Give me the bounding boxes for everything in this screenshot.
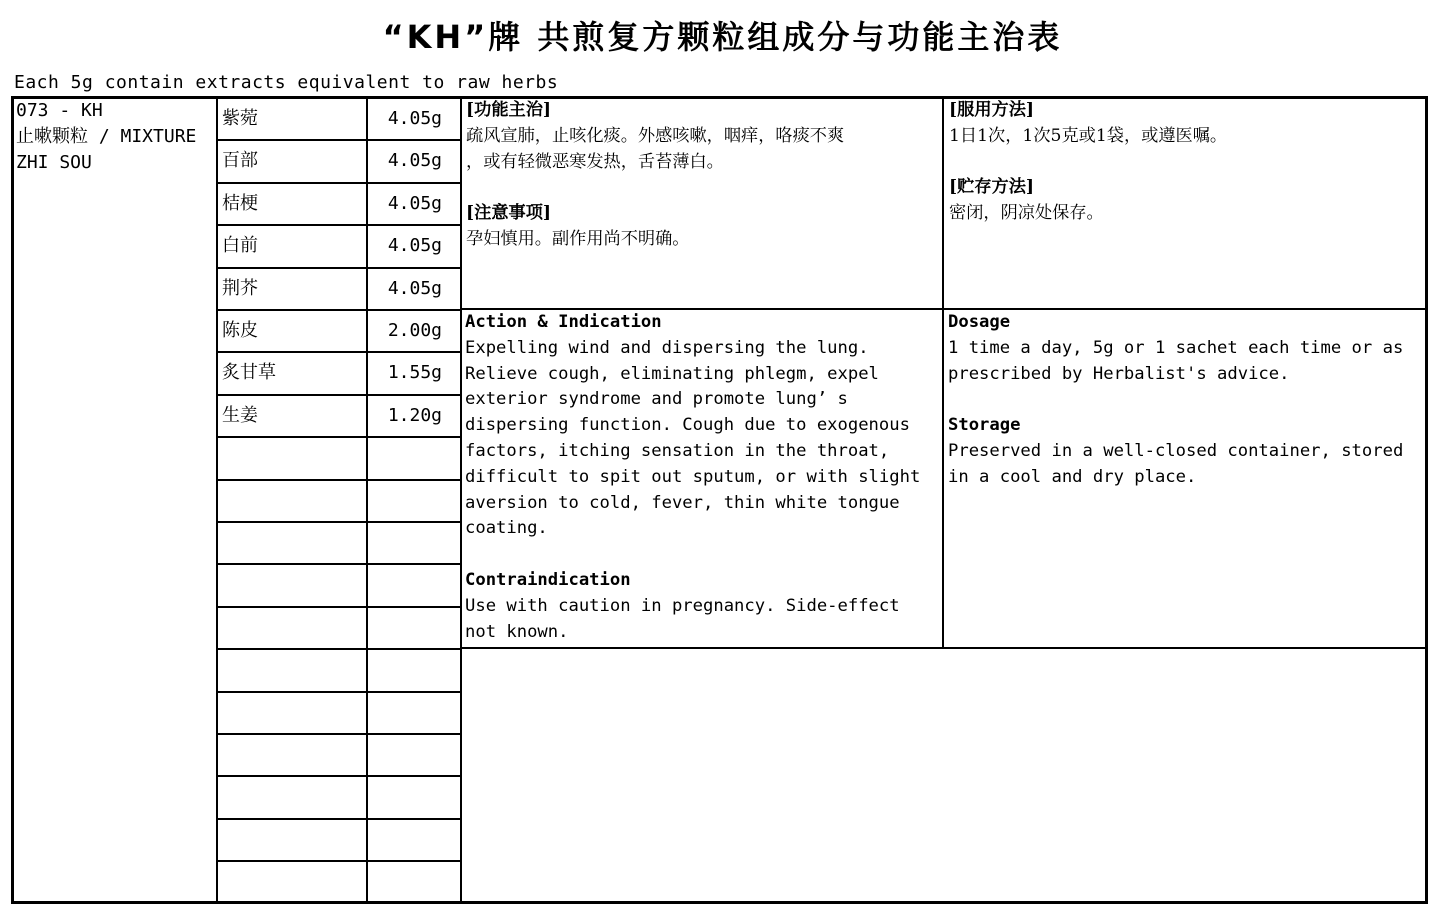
en-dosage-heading: Dosage <box>948 312 1011 332</box>
ingredient-herb: 陈皮 <box>222 320 258 341</box>
row-divider <box>217 860 461 862</box>
column-divider <box>216 98 218 902</box>
ingredient-dose: 1.55g <box>387 362 442 384</box>
en-action-line: coating. <box>465 518 548 539</box>
column-divider <box>460 98 462 902</box>
product-name: 止嗽颗粒 / MIXTURE <box>16 126 197 147</box>
en-action-line: Expelling wind and dispersing the lung. <box>465 337 869 358</box>
en-contra-line: not known. <box>465 621 569 642</box>
row-divider <box>217 691 461 693</box>
ingredient-herb: 紫菀 <box>222 108 258 129</box>
product-cell <box>16 98 216 176</box>
ingredient-dose: 4.05g <box>387 150 442 172</box>
ingredient-dose: 4.05g <box>387 192 442 214</box>
ingredient-herb: 桔梗 <box>222 192 258 214</box>
row-divider <box>217 563 461 565</box>
cn-usage-text: 1日1次，1次5克或1袋，或遵医嘱。 <box>949 125 1228 146</box>
row-divider <box>217 733 461 735</box>
en-dosage-line: prescribed by Herbalist's advice. <box>948 363 1290 384</box>
en-action-line: exterior syndrome and promote lung’ s <box>465 389 848 410</box>
row-divider <box>217 818 461 820</box>
cn-function-block <box>466 98 936 253</box>
cn-storage-text: 密闭，阴凉处保存。 <box>949 203 1104 224</box>
en-action-line: difficult to spit out sputum, or with slight <box>465 466 921 487</box>
en-action-line: aversion to cold, fever, thin white tongue <box>465 492 900 513</box>
row-divider <box>217 648 461 650</box>
product-pinyin: ZHI SOU <box>16 152 92 173</box>
en-storage-line: in a cool and dry place. <box>948 466 1197 487</box>
column-divider <box>942 98 944 649</box>
en-action-line: dispersing function. Cough due to exogenous <box>465 415 910 436</box>
ingredient-herb: 生姜 <box>222 404 258 426</box>
row-divider <box>217 606 461 608</box>
ingredient-dose: 2.00g <box>387 320 442 341</box>
en-contra-heading: Contraindication <box>465 569 631 590</box>
cn-usage-block <box>949 98 1419 227</box>
cn-caution-heading: [注意事项] <box>466 203 552 224</box>
en-dosage-block <box>948 310 1422 491</box>
ingredient-herb: 百部 <box>222 150 258 172</box>
ingredient-herb: 白前 <box>222 235 258 257</box>
en-contra-line: Use with caution in pregnancy. Side-effect <box>465 595 900 616</box>
subtitle: Each 5g contain extracts equivalent to raw herbs <box>14 72 559 93</box>
en-action-line: Relieve cough, eliminating phlegm, expel <box>465 363 879 384</box>
row-divider <box>217 521 461 523</box>
ingredient-dose: 1.20g <box>387 404 442 426</box>
column-divider <box>366 98 368 902</box>
en-action-heading: Action & Indication <box>465 312 662 332</box>
ingredient-dose: 4.05g <box>387 108 442 129</box>
cn-function-line: 疏风宣肺，止咳化痰。外感咳嗽，咽痒，咯痰不爽 <box>466 125 845 146</box>
ingredient-dose: 4.05g <box>387 235 442 257</box>
en-dosage-line: 1 time a day, 5g or 1 sachet each time or as <box>948 337 1404 358</box>
cn-storage-heading: [贮存方法] <box>949 177 1035 198</box>
row-divider <box>217 479 461 481</box>
ingredient-herb: 炙甘草 <box>222 362 276 384</box>
ingredient-dose: 4.05g <box>387 277 442 299</box>
en-storage-heading: Storage <box>948 415 1021 436</box>
section-divider <box>461 647 1425 649</box>
row-divider <box>217 775 461 777</box>
page-title: “KH”牌 共煎复方颗粒组成分与功能主治表 <box>382 18 1063 56</box>
en-storage-line: Preserved in a well-closed container, stored <box>948 440 1404 461</box>
cn-function-heading: [功能主治] <box>466 100 552 120</box>
cn-usage-heading: [服用方法] <box>949 100 1035 120</box>
cn-function-line: ，或有轻微恶寒发热，舌苔薄白。 <box>466 151 724 172</box>
en-action-line: factors, itching sensation in the throat, <box>465 440 890 461</box>
en-action-block <box>465 310 941 645</box>
product-code: 073 - KH <box>16 100 103 121</box>
cn-caution-text: 孕妇慎用。副作用尚不明确。 <box>466 228 690 249</box>
ingredient-herb: 荆芥 <box>222 277 258 299</box>
